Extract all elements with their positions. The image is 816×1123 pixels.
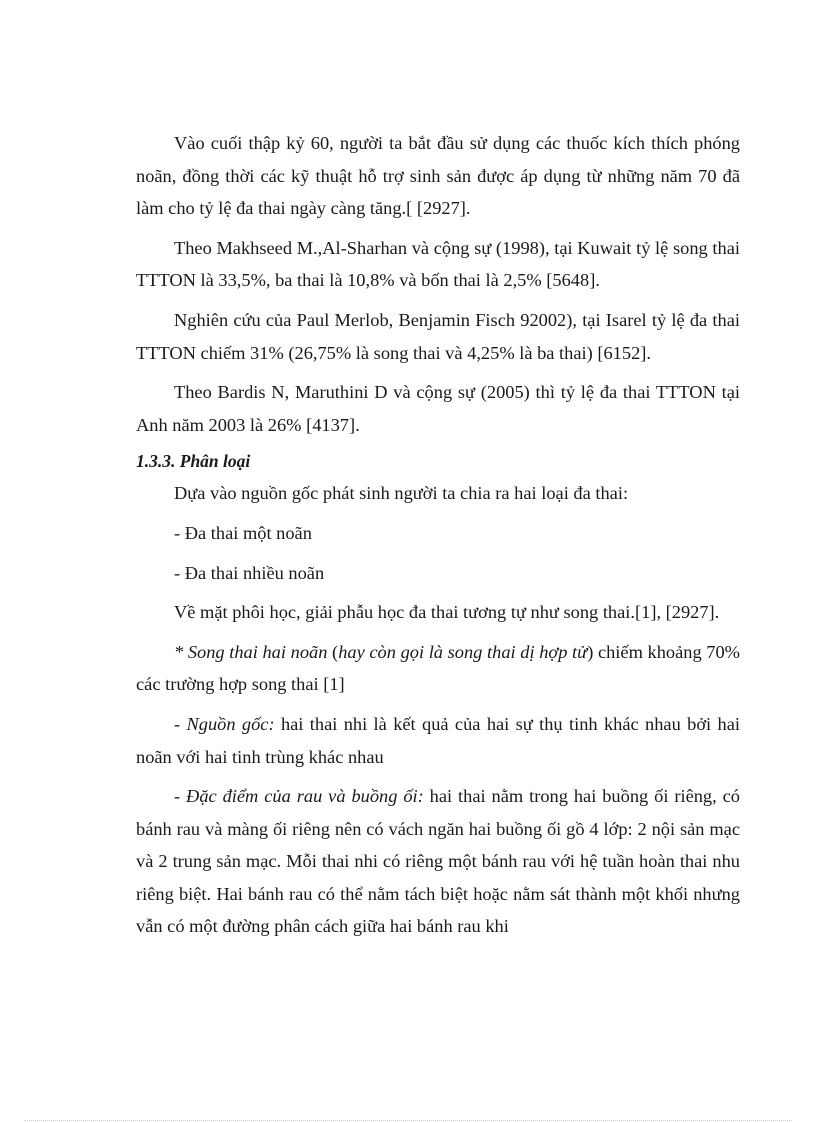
features-label: - Đặc điểm của rau và buồng ối: (174, 786, 424, 807)
paragraph-kuwait: Theo Makhseed M.,Al-Sharhan và cộng sự (1998), tại Kuwait tỷ lệ song thai TTTON là 33,5%, ba thai là 10,8% và bốn thai là 2,5% [5648]. (136, 237, 740, 291)
paragraph-origin (136, 708, 740, 773)
paragraph-dizygotic-twins (136, 636, 740, 701)
origin-text: hai thai nhi là kết quả của hai sự thụ tinh khác nhau bởi hai noãn với hai tinh trùng khác nhau (136, 713, 740, 767)
paren-open: ( (327, 641, 339, 662)
dizygotic-term: * Song thai hai noãn (174, 641, 328, 662)
dizygotic-alias: hay còn gọi là song thai dị hợp tử (338, 641, 588, 662)
section-heading: 1.3.3. Phân loại (136, 451, 251, 472)
list-item-monozygotic: - Đa thai một noãn (174, 522, 312, 543)
features-text: hai thai nằm trong hai buồng ối riêng, có bánh rau và màng ối riêng nên có vách ngăn hai buồng ối gồ 4 lớp: 2 nội sản mạc và 2 trung sản mạc. Mỗi thai nhi có riêng một bánh rau với hệ tuần hoàn thai nhu riêng biệt. Hai bánh rau có thể nằm tách biệt hoặc nằm sát thành một khối nhưng vẫn có một đường phân cách giữa hai bánh rau khi (136, 786, 740, 937)
paragraph-israel: Nghiên cứu của Paul Merlob, Benjamin Fisch 92002), tại Isarel tỷ lệ đa thai TTTON chiếm 31% (26,75% là song thai và 4,25% là ba thai) [6152]. (136, 309, 740, 363)
paragraph-embryology: Về mặt phôi học, giải phẫu học đa thai tương tự như song thai.[1], [2927]. (174, 602, 720, 623)
origin-label: - Nguồn gốc: (174, 713, 275, 734)
paragraph-placenta-features (136, 780, 740, 943)
classification-intro: Dựa vào nguồn gốc phát sinh người ta chia ra hai loại đa thai: (174, 483, 629, 504)
paragraph-stimulation: Vào cuối thập kỷ 60, người ta bắt đầu sử dụng các thuốc kích thích phóng noãn, đồng thời các kỹ thuật hỗ trợ sinh sản được áp dụng từ những năm 70 đã làm cho tỷ lệ đa thai ngày càng tăng.[ [2927]. (136, 133, 740, 219)
paragraph-uk: Theo Bardis N, Maruthini D và cộng sự (2005) thì tỷ lệ đa thai TTTON tại Anh năm 2003 là 26% [4137]. (136, 382, 740, 435)
body-text (136, 127, 740, 950)
dizygotic-rate: ) chiếm khoảng 70% các trường hợp song thai [1] (136, 641, 741, 695)
list-item-multizygotic: - Đa thai nhiều noãn (174, 562, 325, 583)
page-bottom-divider (24, 1120, 792, 1121)
